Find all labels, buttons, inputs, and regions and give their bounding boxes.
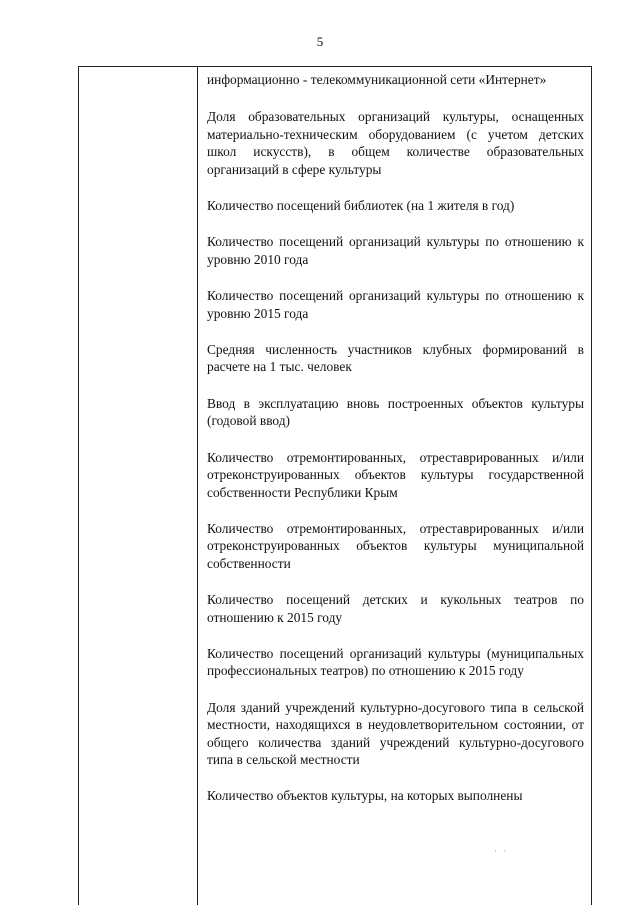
indicator-text: Средняя численность участников клубных формирований в расчете на 1 тыс. человек — [207, 342, 584, 375]
indicators-table — [78, 66, 592, 905]
indicator-text: Ввод в эксплуатацию вновь построенных объектов культуры (годовой ввод) — [207, 395, 584, 429]
indicator-text: Количество посещений организаций культуры (муниципальных профессиональных театров) по отношению к 2015 году — [207, 645, 584, 679]
indicator-text: Количество посещений библиотек (на 1 жителя в год) — [207, 198, 515, 214]
indicator-text: Доля зданий учреждений культурно-досугового типа в сельской местности, находящихся в неудовлетворительном состоянии, от общего количества зданий учреждений культурно-досугового типа в сельской местности — [207, 699, 584, 767]
scan-mark: · · — [494, 846, 509, 856]
table-left-column — [79, 67, 198, 905]
indicator-text: Количество посещений организаций культуры по отношению к уровню 2015 года — [207, 288, 584, 321]
indicator-text: Количество посещений детских и кукольных театров по отношению к 2015 году — [207, 592, 584, 625]
indicator-text: Доля образовательных организаций культуры, оснащенных материально-техническим оборудованием (с учетом детских школ искусств), в общем количестве образовательных организаций в сфере культуры — [207, 109, 584, 177]
table-right-column — [198, 67, 591, 905]
indicator-text: Количество отремонтированных, отреставрированных и/или отреконструированных объектов культуры муниципальной собственности — [207, 520, 584, 571]
indicator-text: Количество объектов культуры, на которых выполнены — [207, 788, 523, 804]
indicator-text: информационно - телекоммуникационной сети «Интернет» — [207, 72, 547, 87]
indicator-text: Количество отремонтированных, отреставрированных и/или отреконструированных объектов культуры государственной собственности Республики Крым — [207, 449, 584, 500]
indicator-text: Количество посещений организаций культуры по отношению к уровню 2010 года — [207, 234, 584, 267]
page-number: 5 — [316, 34, 324, 49]
